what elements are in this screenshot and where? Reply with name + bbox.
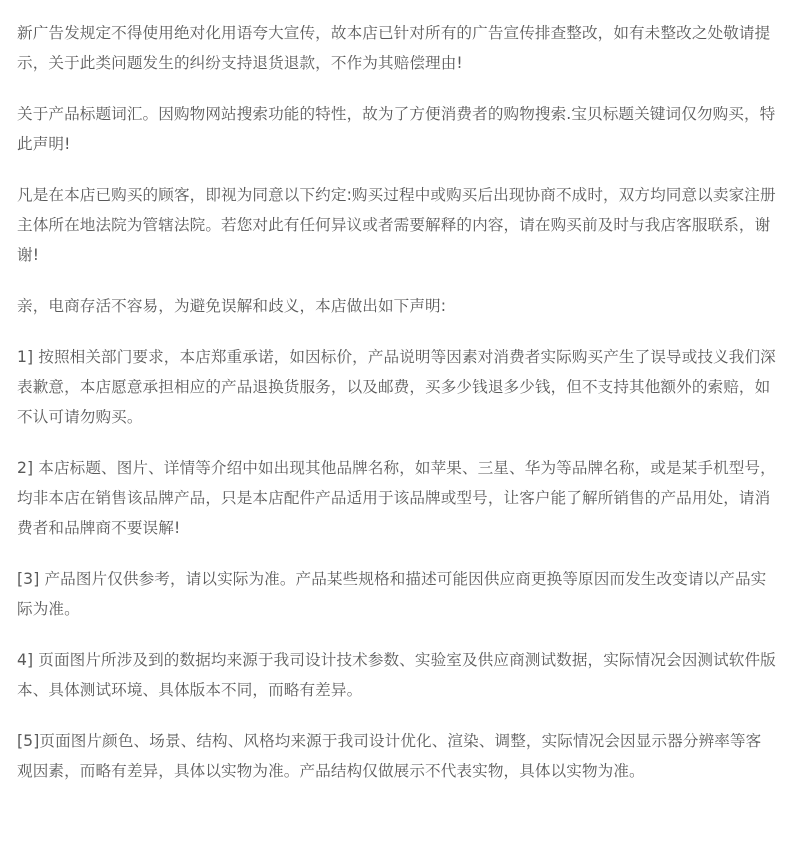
statement-item-3: [3] 产品图片仅供参考，请以实际为准。产品某些规格和描述可能因供应商更换等原因而发生改变请以产品实际为准。 <box>17 570 767 618</box>
title-keywords-paragraph: 关于产品标题词汇。因购物网站搜索功能的特性，故为了方便消费者的购物搜索.宝贝标题关键词仅勿购买，特此声明! <box>17 105 776 153</box>
jurisdiction-paragraph: 凡是在本店已购买的顾客，即视为同意以下约定:购买过程中或购买后出现协商不成时，双方均同意以卖家注册主体所在地法院为管辖法院。若您对此有任何异议或者需要解释的内容，请在购买前及时与我店客服联系，谢谢! <box>17 186 776 264</box>
statement-intro-paragraph: 亲，电商存活不容易，为避免误解和歧义，本店做出如下声明: <box>17 297 447 315</box>
advertising-law-paragraph: 新广告发规定不得使用绝对化用语夸大宣传，故本店已针对所有的广告宣传排查整改，如有未整改之处敬请提示，关于此类问题发生的纠纷支持退货退款，不作为其赔偿理由! <box>17 24 771 72</box>
statement-item-1: 1] 按照相关部门要求，本店郑重承诺，如因标价，产品说明等因素对消费者实际购买产生了误导或技义我们深表歉意，本店愿意承担相应的产品退换货服务，以及邮费，买多少钱退多少钱，但不支持其他额外的索赔，如不认可请勿购买。 <box>17 348 776 426</box>
statement-item-2: 2] 本店标题、图片、详情等介绍中如出现其他品牌名称，如苹果、三星、华为等品牌名称，或是某手机型号，均非本店在销售该品牌产品，只是本店配件产品适用于该品牌或型号，让客户能了解所销售的产品用处，请消费者和品牌商不要误解! <box>17 459 776 537</box>
statement-item-4: 4] 页面图片所涉及到的数据均来源于我司设计技术参数、实验室及供应商测试数据，实际情况会因测试软件版本、具体测试环境、具体版本不同，而略有差异。 <box>17 651 776 699</box>
statement-item-5: [5]页面图片颜色、场景、结构、风格均来源于我司设计优化、渲染、调整，实际情况会因显示器分辨率等客观因素，而略有差异，具体以实物为准。产品结构仅做展示不代表实物，具体以实物为准。 <box>17 732 762 780</box>
